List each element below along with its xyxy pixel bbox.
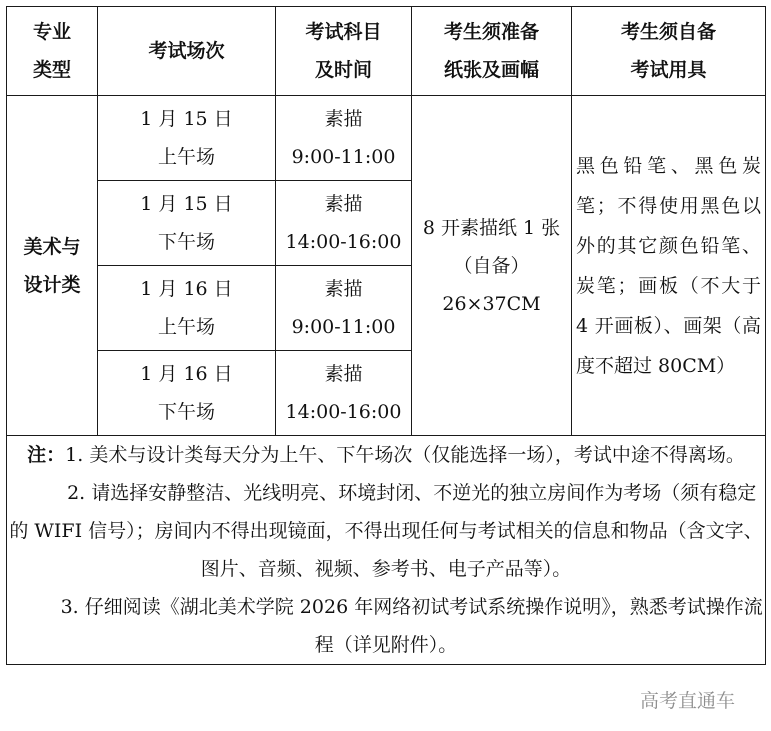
session-cell: 1 月 16 日 上午场: [98, 266, 276, 351]
note-1: 注：1. 美术与设计类每天分为上午、下午场次（仅能选择一场），考试中途不得离场。: [27, 444, 745, 466]
note-3: 3. 仔细阅读《湖北美术学院 2026 年网络初试考试系统操作说明》，熟悉考试操作流程（详见附件）。: [60, 596, 763, 656]
subject-cell: 素描 14:00-16:00: [276, 181, 412, 266]
table-row: [7, 96, 766, 181]
header-paper: 考生须准备 纸张及画幅: [412, 7, 572, 96]
header-category: 专业 类型: [7, 7, 98, 96]
header-session: 考试场次: [98, 7, 276, 96]
note-2: 2. 请选择安静整洁、光线明亮、环境封闭、不逆光的独立房间作为考场（须有稳定的 WIFI 信号）；房间内不得出现镜面，不得出现任何与考试相关的信息和物品（含文字、图片、音频、视频、参考书、电子产品等）。: [9, 482, 763, 580]
session-cell: 1 月 15 日 下午场: [98, 181, 276, 266]
notes-cell: [7, 436, 766, 665]
header-row: [7, 7, 766, 96]
header-tools: 考生须自备 考试用具: [572, 7, 766, 96]
session-cell: 1 月 16 日 下午场: [98, 351, 276, 436]
exam-schedule-table: [6, 6, 766, 665]
tools-text: 黑色铅笔、黑色炭笔；不得使用黑色以外的其它颜色铅笔、炭笔；画板（不大于 4 开画板）、画架（高度不超过 80CM）: [576, 154, 761, 377]
paper-cell: 8 开素描纸 1 张 （自备） 26×37CM: [412, 96, 572, 436]
watermark: 高考直通车: [640, 690, 736, 712]
notes-row: [7, 436, 766, 665]
header-subject-time: 考试科目 及时间: [276, 7, 412, 96]
subject-cell: 素描 9:00-11:00: [276, 266, 412, 351]
category-cell: 美术与 设计类: [7, 96, 98, 436]
session-cell: 1 月 15 日 上午场: [98, 96, 276, 181]
tools-cell: [572, 96, 766, 436]
subject-cell: 素描 14:00-16:00: [276, 351, 412, 436]
note-label: 注：: [27, 444, 66, 466]
subject-cell: 素描 9:00-11:00: [276, 96, 412, 181]
